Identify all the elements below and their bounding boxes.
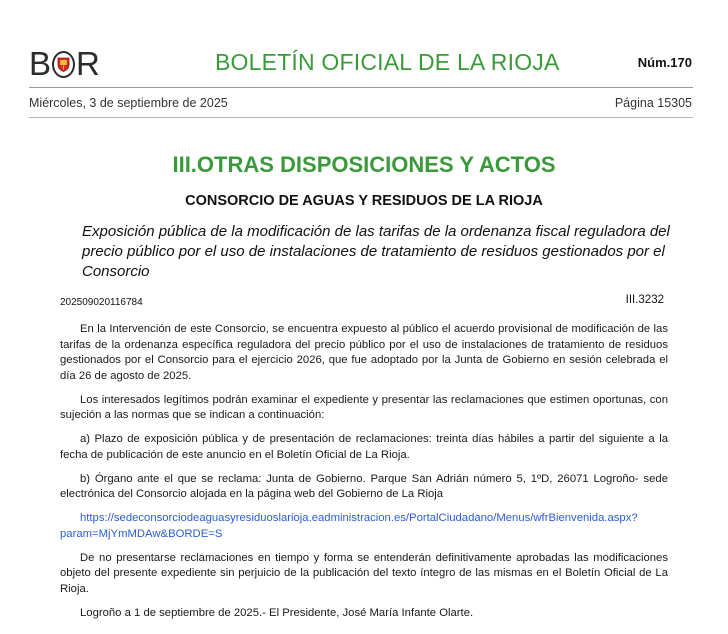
logo-letter-b: B [29,45,52,82]
page-number: Página 15305 [614,96,692,110]
paragraph-2: Los interesados legítimos podrán examinar el expediente y presentar las reclamaciones que estimen oportunas, con sujeción a las normas que se indican a continuación: [60,393,668,421]
coat-of-arms-icon [52,51,75,78]
section-title: III.OTRAS DISPOSICIONES Y ACTOS [172,152,556,177]
header-divider [29,87,693,88]
signature-line: Logroño a 1 de septiembre de 2025.- El Presidente, José María Infante Olarte. [80,606,474,619]
paragraph-4: b) Órgano ante el que se reclama: Junta de Gobierno. Parque San Adrián número 5, 1ºD, 26071 Logroño- sede electrónica del Consorcio alojada en la página web del Gobierno de La Rioja [60,472,668,500]
logo-letter-r: R [76,45,100,82]
bor-logo [29,47,100,81]
sede-electronica-link[interactable]: https://sedeconsorciodeaguasyresiduoslarioja.eadministracion.es/PortalCiudadano/Menus/wfrBienvenida.aspx?param=MjYmMDAw&BORDE=S [60,512,638,540]
reference-code: III.3232 [625,294,664,306]
notice-title: Exposición pública de la modificación de las tarifas de la ordenanza fiscal reguladora del precio público por el uso de instalaciones de tratamiento de residuos gestionados por el Consorcio [82,223,670,280]
issue-number: Núm.170 [637,55,692,70]
paragraph-5: De no presentarse reclamaciones en tiempo y forma se entenderán definitivamente aprobadas las modificaciones objeto del presente expediente sin perjuicio de la publicación del texto íntegro de las mismas en el Boletín Oficial de La Rioja. [60,551,668,595]
publication-title: BOLETÍN OFICIAL DE LA RIOJA [215,49,560,75]
paragraph-3: a) Plazo de exposición pública y de presentación de reclamaciones: treinta días hábiles a partir del siguiente a la fecha de publicación de este anuncio en el Boletín Oficial de La Rioja. [60,433,668,461]
paragraph-1: En la Intervención de este Consorcio, se encuentra expuesto al público el acuerdo provisional de modificación de las tarifas de la ordenanza específica reguladora del precio público por el uso de instalaciones de tratamiento de residuos gestionados por el Consorcio para el ejercicio 2026, que fue adoptado por la Junta de Gobierno en sesión celebrada el día 26 de agosto de 2025. [60,323,668,382]
notice-body [60,322,668,630]
registry-id: 202509020116784 [60,297,143,308]
organization-title: CONSORCIO DE AGUAS Y RESIDUOS DE LA RIOJA [185,193,543,209]
publication-date: Miércoles, 3 de septiembre de 2025 [29,96,228,110]
meta-divider [29,117,693,118]
